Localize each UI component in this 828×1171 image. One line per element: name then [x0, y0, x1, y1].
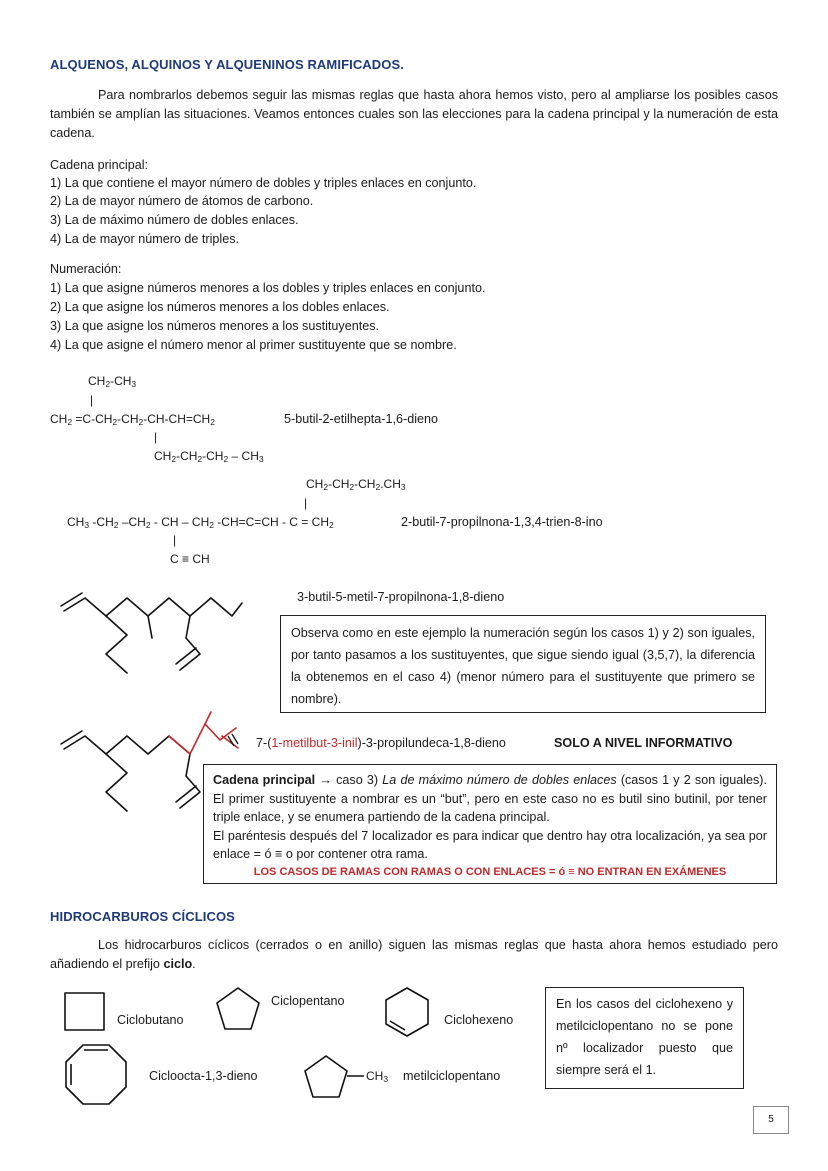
ciclicos-intro-bold: ciclo — [163, 957, 193, 971]
ex4-name — [256, 734, 506, 753]
ex2-main-chain: $CH_3$ $-CH_2$ $-CH_2$ - CH – $CH_2$ $-CH=C=CH - C = CH_2$ — [67, 515, 334, 530]
intro-paragraph — [50, 86, 778, 143]
cadena-item: 3) La de máximo número de dobles enlaces. — [50, 213, 299, 227]
ex4-name-highlight: 1-metilbut-3-inil — [271, 736, 358, 750]
cadena-item: 4) La de mayor número de triples. — [50, 232, 239, 246]
ex4-warning: LOS CASOS DE RAMAS CON RAMAS O CON ENLACES = ó ≡ NO ENTRAN EN EXÁMENES — [253, 865, 727, 878]
cadena-heading: Cadena principal: — [50, 158, 149, 172]
bond-vertical: | — [154, 430, 158, 444]
label-ciclopentano: Ciclopentano — [271, 994, 345, 1008]
ciclicos-intro — [50, 936, 778, 974]
ex4-note-text — [213, 771, 767, 827]
section-title-ramificados: ALQUENOS, ALQUINOS Y ALQUENINOS RAMIFICADOS. — [50, 57, 404, 72]
ex4-name-suffix: )-3-propilundeca-1,8-dieno — [357, 736, 506, 750]
ex2-top-branch: $CH_2-CH_2-CH_2.CH_3$ — [306, 477, 406, 492]
ex1-top-branch: $CH_2-CH_3$ — [88, 374, 137, 389]
ex4-note-bold: Cadena principal — [213, 773, 316, 787]
bond-vertical: | — [90, 393, 94, 407]
ex4-note-line2: El paréntesis después del 7 localizador es para indicar que dentro hay otra localización, ya sea por enlace = ó ≡ o por contener otra rama. — [213, 828, 767, 861]
cyclohexene-ring — [386, 988, 428, 1036]
ex4-note-box — [203, 764, 777, 884]
methylcyclopentane-ring — [305, 1056, 347, 1097]
ciclicos-intro-text: Los hidrocarburos cíclicos (cerrados o en anillo) siguen las mismas reglas que hasta ahora hemos estudiado pero añadiendo el prefijo — [50, 938, 778, 971]
ex1-name: 5-butil-2-etilhepta-1,6-dieno — [284, 412, 439, 426]
bond-vertical: | — [304, 496, 308, 510]
ex4-name-prefix: 7-( — [256, 736, 272, 750]
numeracion-item: 2) La que asigne los números menores a los dobles enlaces. — [50, 300, 390, 314]
section-title-ciclicos: HIDROCARBUROS CÍCLICOS — [50, 909, 235, 924]
ex4-note-case: caso 3) — [331, 773, 383, 787]
ex3-note-box: Observa como en este ejemplo la numeración según los casos 1) y 2) son iguales, por tanto pasamos a los sustituyentes, que sigue siendo igual (3,5,7), la diferencia la obtenemos en el caso 4) (menor número para el sustituyente que primero se nombre). — [280, 615, 766, 713]
intro-text: Para nombrarlos debemos seguir las mismas reglas que hasta ahora hemos visto, pero al ampliarse los posibles casos también se amplían las situaciones. Veamos entonces cuales son las elecciones para la cadena principal y la numeración de esta cadena. — [50, 88, 778, 140]
label-ciclobutano: Ciclobutano — [117, 1013, 184, 1027]
numeracion-item: 4) La que asigne el número menor al primer sustituyente que se nombre. — [50, 338, 457, 352]
cadena-item: 2) La de mayor número de átomos de carbono. — [50, 194, 314, 208]
ex4-informative-tag: SOLO A NIVEL INFORMATIVO — [554, 736, 733, 750]
label-ciclohexeno: Ciclohexeno — [444, 1013, 514, 1027]
ex2-name: 2-butil-7-propilnona-1,3,4-trien-8-ino — [401, 515, 603, 529]
label-metilciclopentano: metilciclopentano — [403, 1069, 501, 1083]
cyclopentane-ring — [217, 988, 259, 1029]
numeracion-item: 3) La que asigne los números menores a los sustituyentes. — [50, 319, 380, 333]
arrow-right-icon: → — [319, 773, 332, 787]
cyclobutane-ring — [65, 993, 104, 1030]
ex1-main-chain: $CH_2 =C-CH_2-CH_2-CH-CH=CH_2$ — [50, 412, 215, 427]
numeracion-heading: Numeración: — [50, 262, 122, 276]
cyclooctadiene-ring — [66, 1045, 126, 1104]
rings-note-box: En los casos del ciclohexeno y metilciclopentano no se pone nº localizador puesto que siempre será el 1. — [545, 987, 744, 1089]
cadena-item: 1) La que contiene el mayor número de dobles y triples enlaces en conjunto. — [50, 176, 477, 190]
page-number: 5 — [753, 1106, 789, 1134]
numeracion-item: 1) La que asigne números menores a los dobles y triples enlaces en conjunto. — [50, 281, 486, 295]
ex4-note-italic: La de máximo número de dobles enlaces — [382, 773, 617, 787]
ex1-bottom-branch: $CH_2-CH_2-CH_2 - CH_3$ — [154, 449, 264, 464]
ex4-note-rest: (casos 1 y 2 son iguales). El primer sustituyente a nombrar es un “but”, pero en este caso no es butil sino butinil, por tener triple enlace, y se enumera partiendo de la cadena principal. — [213, 773, 767, 824]
label-cicloocta: Cicloocta-1,3-dieno — [149, 1069, 258, 1083]
methyl-group: $CH_3$ — [366, 1069, 389, 1084]
bond-vertical: | — [173, 533, 177, 547]
ex3-name: 3-butil-5-metil-7-propilnona-1,8-dieno — [297, 590, 505, 604]
ciclicos-intro-end: . — [192, 957, 196, 971]
ex2-bottom-branch: C ≡ CH — [170, 552, 210, 566]
